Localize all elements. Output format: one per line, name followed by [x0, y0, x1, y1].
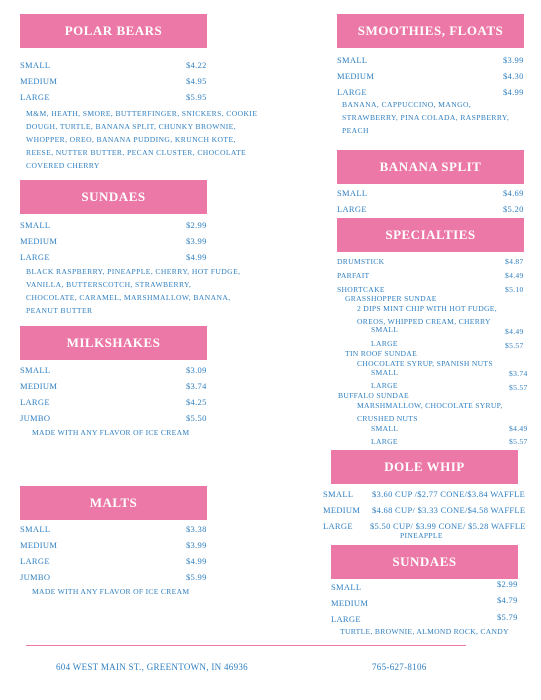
flavor-line: CHOCOLATE, CARAMEL, MARSHMALLOW, BANANA, — [26, 293, 231, 302]
size-label: MEDIUM — [337, 71, 375, 81]
specialty-parfait-price: $4.49 — [505, 271, 524, 280]
buffalo-small: SMALL — [371, 424, 399, 433]
tin-roof-large: LARGE — [371, 381, 398, 390]
buffalo-small-price: $4.49 — [509, 424, 528, 433]
size-label: JUMBO — [20, 572, 51, 582]
price: $5.79 — [497, 612, 518, 622]
size-label: LARGE — [323, 521, 353, 531]
specialty-drumstick-price: $4.87 — [505, 257, 524, 266]
grasshopper-small-price: $4.49 — [505, 327, 524, 336]
buffalo-large-price: $5.57 — [509, 437, 528, 446]
price: $3.99 — [186, 236, 207, 246]
buffalo-large: LARGE — [371, 437, 398, 446]
price: $3.74 — [186, 381, 207, 391]
price-options: $4.68 CUP/ $3.33 CONE/$4.58 WAFFLE — [372, 505, 526, 515]
specialties-header: SPECIALTIES — [337, 218, 524, 252]
size-label: SMALL — [337, 188, 368, 198]
size-label: SMALL — [331, 582, 362, 592]
price: $4.30 — [503, 71, 524, 81]
flavor-line: M&M, HEATH, SMORE, BUTTERFINGER, SNICKERS, COOKIE — [26, 109, 258, 118]
price: $2.99 — [186, 220, 207, 230]
footer-phone: 765-627-8106 — [372, 662, 427, 672]
size-label: MEDIUM — [20, 76, 58, 86]
flavor-line: BLACK RASPBERRY, PINEAPPLE, CHERRY, HOT FUDGE, — [26, 267, 241, 276]
malts-note: MADE WITH ANY FLAVOR OF ICE CREAM — [32, 587, 190, 596]
price: $4.79 — [497, 595, 518, 605]
price: $3.38 — [186, 524, 207, 534]
milkshakes-header: MILKSHAKES — [20, 326, 207, 360]
price-options: $5.50 CUP/ $3.99 CONE/ $5.28 WAFFLE — [370, 521, 526, 531]
flavor-line: WHOPPER, OREO, BANANA PUDDING, KRUNCH KOTE, — [26, 135, 236, 144]
footer-divider — [26, 645, 466, 646]
flavor-line: STRAWBERRY, PINA COLADA, RASPBERRY, — [342, 113, 510, 122]
grasshopper-desc-2: OREOS, WHIPPED CREAM, CHERRY — [357, 317, 491, 326]
flavor-line: DOUGH, TURTLE, BANANA SPLIT, CHUNKY BROWNIE, — [26, 122, 237, 131]
size-label: SMALL — [20, 524, 51, 534]
price: $2.99 — [497, 579, 518, 589]
smoothies-flavors — [342, 98, 532, 137]
price: $3.99 — [503, 55, 524, 65]
price: $5.20 — [503, 204, 524, 214]
sundaes-left-flavors — [26, 265, 266, 317]
milkshakes-note: MADE WITH ANY FLAVOR OF ICE CREAM — [32, 428, 190, 437]
price: $3.99 — [186, 540, 207, 550]
size-label: LARGE — [20, 252, 50, 262]
sundaes-right-flavors: TURTLE, BROWNIE, ALMOND ROCK, CANDY — [340, 627, 509, 636]
tin-roof-small-price: $3.74 — [509, 369, 528, 378]
sundaes-left-header: SUNDAES — [20, 180, 207, 214]
buffalo-title: BUFFALO SUNDAE — [338, 391, 409, 400]
size-label: LARGE — [20, 397, 50, 407]
specialty-parfait: PARFAIT — [337, 271, 370, 280]
grasshopper-small: SMALL — [371, 325, 399, 334]
price: $5.95 — [186, 92, 207, 102]
specialty-shortcake: SHORTCAKE — [337, 285, 385, 294]
price: $4.69 — [503, 188, 524, 198]
polar-bears-header: POLAR BEARS — [20, 14, 207, 48]
size-label: MEDIUM — [331, 598, 369, 608]
size-label: LARGE — [20, 556, 50, 566]
price: $3.09 — [186, 365, 207, 375]
price: $4.99 — [186, 252, 207, 262]
dole-whip-flavor: PINEAPPLE — [400, 531, 443, 540]
sundaes-right-header: SUNDAES — [331, 545, 518, 579]
price: $4.25 — [186, 397, 207, 407]
malts-header: MALTS — [20, 486, 207, 520]
price: $5.50 — [186, 413, 207, 423]
size-label: LARGE — [331, 614, 361, 624]
price: $4.95 — [186, 76, 207, 86]
size-label: SMALL — [323, 489, 354, 499]
size-label: SMALL — [20, 365, 51, 375]
price: $4.99 — [503, 87, 524, 97]
flavor-line: BANANA, CAPPUCCINO, MANGO, — [342, 100, 472, 109]
grasshopper-large-price: $5.57 — [505, 341, 524, 350]
size-label: MEDIUM — [20, 540, 58, 550]
specialty-shortcake-price: $5.10 — [505, 285, 524, 294]
buffalo-desc-2: CRUSHED NUTS — [357, 414, 418, 423]
flavor-line: VANILLA, BUTTERSCOTCH, STRAWBERRY, — [26, 280, 192, 289]
buffalo-desc-1: MARSHMALLOW, CHOCOLATE SYRUP, — [357, 401, 503, 410]
smoothies-header: SMOOTHIES, FLOATS — [337, 14, 524, 48]
flavor-line: PEACH — [342, 126, 369, 135]
size-label: LARGE — [337, 87, 367, 97]
size-label: MEDIUM — [323, 505, 361, 515]
specialty-drumstick: DRUMSTICK — [337, 257, 385, 266]
size-label: LARGE — [337, 204, 367, 214]
size-label: SMALL — [20, 220, 51, 230]
grasshopper-title: GRASSHOPPER SUNDAE — [345, 294, 437, 303]
tin-roof-large-price: $5.57 — [509, 383, 528, 392]
size-label: LARGE — [20, 92, 50, 102]
price-options: $3.60 CUP /$2.77 CONE/$3.84 WAFFLE — [372, 489, 526, 499]
price: $4.22 — [186, 60, 207, 70]
footer-address: 604 WEST MAIN ST., GREENTOWN, IN 46936 — [56, 662, 248, 672]
size-label: JUMBO — [20, 413, 51, 423]
grasshopper-large: LARGE — [371, 339, 398, 348]
price: $5.99 — [186, 572, 207, 582]
tin-roof-desc: CHOCOLATE SYRUP, SPANISH NUTS — [357, 359, 493, 368]
banana-split-header: BANANA SPLIT — [337, 150, 524, 184]
size-label: MEDIUM — [20, 381, 58, 391]
tin-roof-title: TIN ROOF SUNDAE — [345, 349, 418, 358]
flavor-line: COVERED CHERRY — [26, 161, 100, 170]
polar-bears-flavors — [26, 107, 266, 172]
price: $4.99 — [186, 556, 207, 566]
size-label: SMALL — [337, 55, 368, 65]
flavor-line: PEANUT BUTTER — [26, 306, 93, 315]
tin-roof-small: SMALL — [371, 368, 399, 377]
grasshopper-desc-1: 2 DIPS MINT CHIP WITH HOT FUDGE, — [357, 304, 497, 313]
size-label: SMALL — [20, 60, 51, 70]
dole-whip-header: DOLE WHIP — [331, 450, 518, 484]
size-label: MEDIUM — [20, 236, 58, 246]
flavor-line: REESE, NUTTER BUTTER, PECAN CLUSTER, CHOCOLATE — [26, 148, 247, 157]
